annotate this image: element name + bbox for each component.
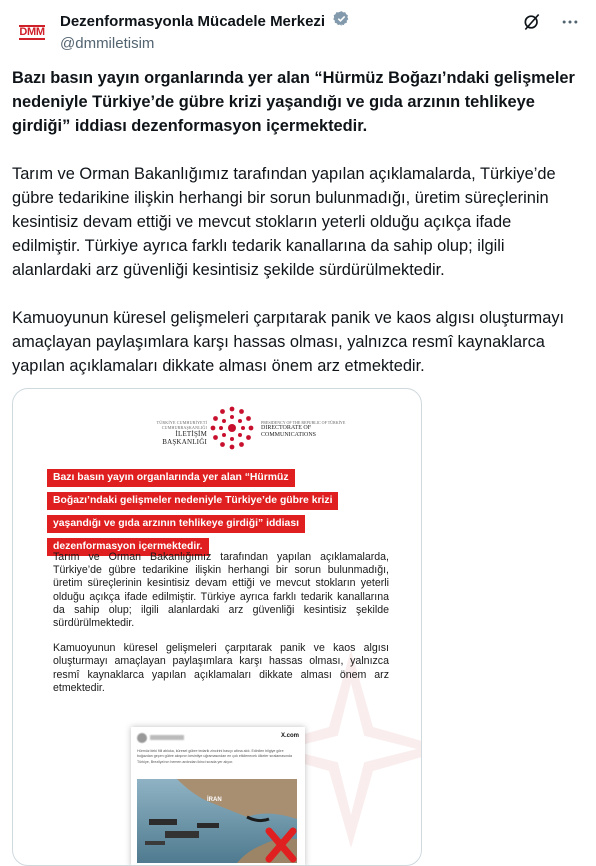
more-icon[interactable] xyxy=(560,12,580,37)
avatar-logo-text: DMM xyxy=(19,25,45,38)
headline-line: Boğazı’ndaki gelişmeler nedeniyle Türkiye’de gübre krizi xyxy=(47,492,338,510)
tweet-header xyxy=(12,8,584,52)
embedded-post-text: Hürmüz’deki fiili abluka, küresel gübre tedarik zincirini basıyı altına aldı. Edinilen bilgiye göre boğazdan geçen gübre akışının kesintiye uğramasından en çok etkilenecek ülkeler sıralamasında Türkiye, Brezilya’nın hemen ardından ikinci sırada yer alıyor. xyxy=(137,749,293,764)
image-paragraph: Tarım ve Orman Bakanlığımız tarafından yapılan açıklamalarda, Türkiye’de gübre tedarikine ilişkin herhangi bir sorun bulunmadığı, üretim süreçlerinin kesintisiz devam ettiği ve mevcut stokların yeterli olduğu açıkça ifade edilmiştir. Türkiye ayrıca farklı tedarik kanallarına da sahip olup; ilgili alanlardaki arz güvenliği kesintisiz şekilde sürdürülmektedir. xyxy=(53,551,389,630)
logo-left-text: İLETİŞİM BAŞKANLIĞI xyxy=(162,430,207,446)
logo-right-small: PRESIDENCY OF THE REPUBLIC OF TÜRKİYE xyxy=(261,420,346,425)
headline-highlight xyxy=(47,467,387,559)
logo-right-line2: COMMUNICATIONS xyxy=(261,432,317,438)
logo-left-small: TÜRKİYE CUMHURİYETİ CUMHURBAŞKANLIĞI xyxy=(156,420,207,430)
grok-icon[interactable] xyxy=(522,12,542,37)
embedded-post-screenshot xyxy=(131,727,305,866)
tweet-lead-paragraph: Bazı basın yayın organlarında yer alan “Hürmüz Boğazı’ndaki gelişmeler nedeniyle Türkiye’de gübre krizi yaşandığı ve gıda arzının tehlikeye girdiği” iddiası dezenformasyon içermektedir. xyxy=(12,69,575,135)
emblem-logo-icon xyxy=(209,405,255,451)
author-names xyxy=(60,10,350,52)
logo-bar xyxy=(13,403,421,453)
embedded-post-header xyxy=(137,733,299,745)
logo-right xyxy=(261,420,345,439)
header-actions xyxy=(522,12,580,37)
tweet-media-image[interactable] xyxy=(12,388,422,866)
logo-right-line1: DIRECTORATE OF xyxy=(261,425,312,431)
author-display-name[interactable]: Dezenformasyonla Mücadele Merkezi xyxy=(60,12,326,30)
image-paragraph: Kamuoyunun küresel gelişmeleri çarpıtarak panik ve kaos algısı oluşturmayı amaçlayan paylaşımlara karşı hassas olması, yalnızca resmî kaynaklarca yapılan açıklamaları dikkate alması önem arz etmektedir. xyxy=(53,642,389,694)
image-body-text xyxy=(53,551,389,707)
avatar[interactable] xyxy=(12,12,52,52)
logo-left xyxy=(131,420,207,446)
author-handle[interactable]: @dmmiletisim xyxy=(60,35,155,52)
embedded-avatar xyxy=(137,733,147,743)
embedded-source: X.com xyxy=(280,733,299,739)
map-label: İRAN xyxy=(207,797,222,803)
tweet-paragraph: Tarım ve Orman Bakanlığımız tarafından yapılan açıklamalarda, Türkiye’de gübre tedarikine ilişkin herhangi bir sorun bulunmadığı, üretim süreçlerinin kesintisiz devam ettiği ve mevcut stokların yeterli olduğu açıkça ifade edilmiştir. Türkiye ayrıca farklı tedarik kanallarına da sahip olup; ilgili alanlardaki arz güvenliği kesintisiz şekilde sürdürülmektedir. xyxy=(12,165,556,279)
tweet-paragraph: Kamuoyunun küresel gelişmeleri çarpıtarak panik ve kaos algısı oluşturmayı amaçlayan paylaşımlara karşı hassas olması, yalnızca resmî kaynaklarca yapılan açıklamaları dikkate alması önem arz etmektedir. xyxy=(12,309,565,375)
headline-line: dezenformasyon içermektedir. xyxy=(47,538,209,556)
headline-line: Bazı basın yayın organlarında yer alan “Hürmüz xyxy=(47,469,295,487)
tweet-body xyxy=(12,66,577,402)
verified-badge-icon[interactable] xyxy=(333,10,350,32)
embedded-photo xyxy=(137,779,297,863)
embedded-name-blurred xyxy=(150,735,184,740)
headline-line: yaşandığı ve gıda arzının tehlikeye girdiği” iddiası xyxy=(47,515,305,533)
